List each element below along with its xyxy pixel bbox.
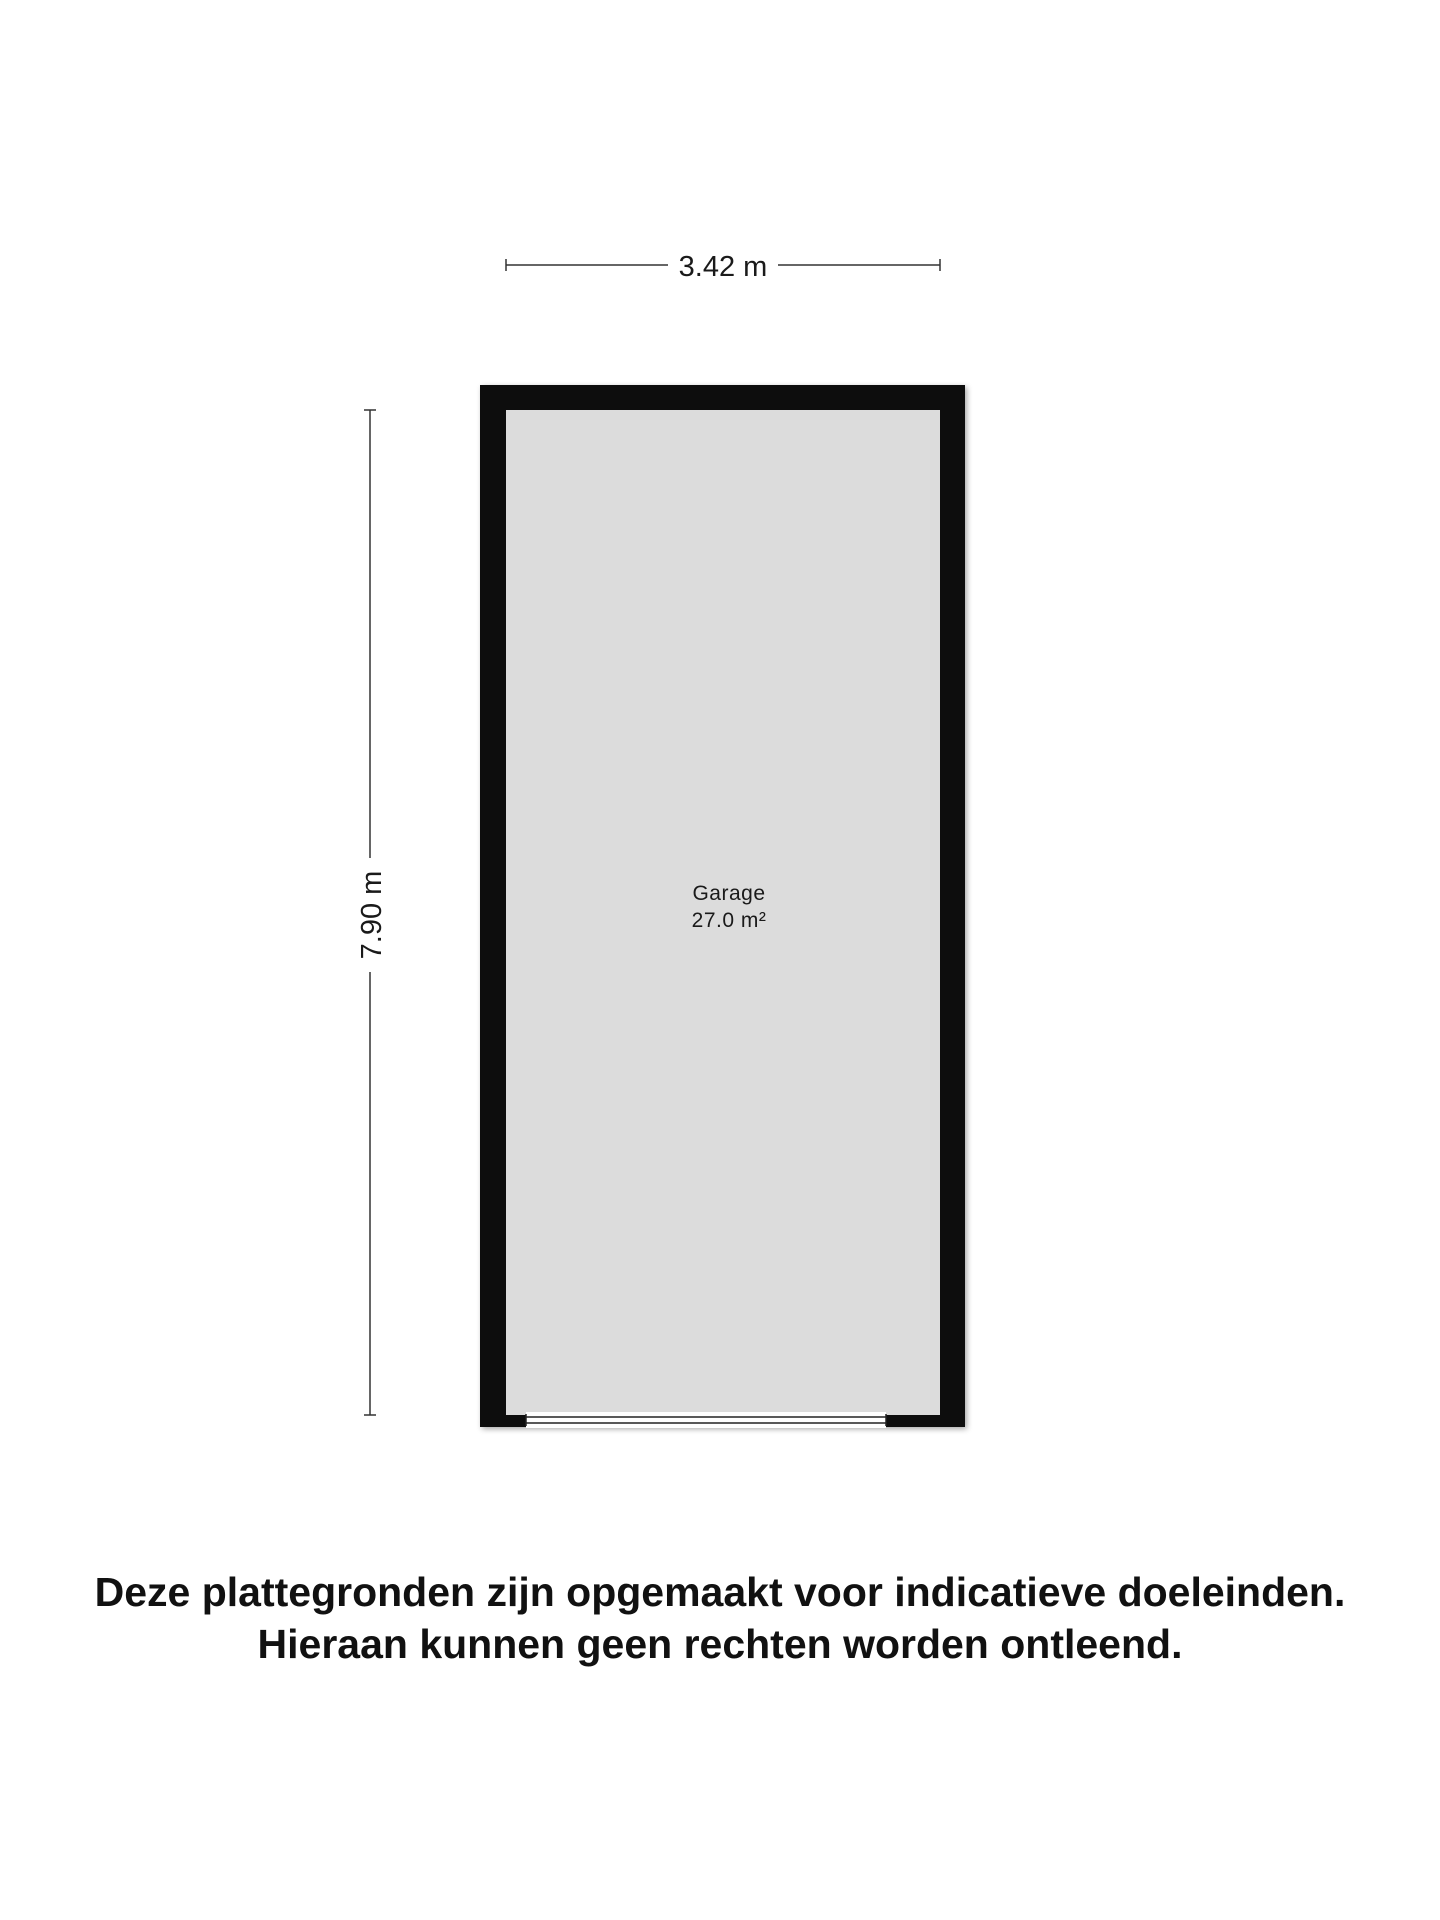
width-dimension bbox=[506, 251, 940, 283]
disclaimer-line-2: Hieraan kunnen geen rechten worden ontleend. bbox=[257, 1621, 1183, 1667]
width-dimension-label: 3.42 m bbox=[678, 251, 768, 283]
garage-door-opening bbox=[526, 1412, 886, 1428]
height-dimension-label: 7.90 m bbox=[356, 870, 388, 960]
height-dimension bbox=[356, 410, 388, 1415]
garage-door bbox=[526, 1412, 886, 1428]
garage-room bbox=[480, 385, 965, 1427]
disclaimer-line-1: Deze plattegronden zijn opgemaakt voor indicatieve doeleinden. bbox=[94, 1569, 1346, 1615]
room-name-label: Garage bbox=[692, 882, 766, 905]
room-area-label: 27.0 m² bbox=[691, 909, 767, 932]
